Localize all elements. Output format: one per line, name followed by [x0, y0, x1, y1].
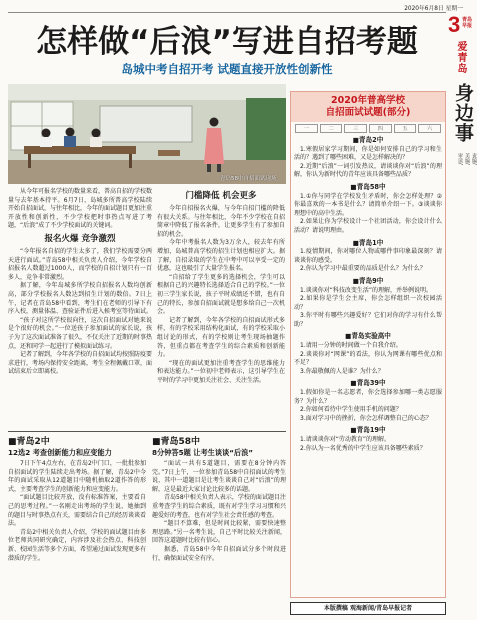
exam-tab: 四	[369, 124, 392, 133]
exam-question: 2.如果你是学生会主席，你会怎样组织一次校园活动？	[294, 295, 442, 311]
school-heading: ■青岛58中	[350, 182, 386, 191]
intro	[8, 188, 152, 231]
desk	[24, 146, 136, 154]
middle-body	[157, 205, 285, 385]
credit-reviewer: 审读/	[457, 153, 463, 165]
body-paragraph: “孩子对这所学校很向往，这次自招面试对她来说是个很好的机会。”一位送孩子参加面试的家长说，孩子为了这次面试准备了很久，不仅关注了近期的时事热点，还和同学一起进行了模拟面试练习。	[8, 316, 153, 350]
photo-caption: 青岛58中自招面试现场。	[220, 176, 282, 182]
exam-tab: 一	[295, 124, 318, 133]
section-title: 身边事	[452, 83, 474, 143]
body-paragraph: 青岛58中相关负责人表示，学校的面试题目注重考查学生的综合素质，既有对学生学习习惯和兴趣爱好的考查，也有对学生社会责任感的考查。	[152, 494, 286, 519]
story-school-58	[152, 436, 286, 614]
body-paragraph: 今年中考报名人数为3万余人，较去年有所增加，岛城普高学校的招生计划也相应扩大。据了解，自招录取的学生在中考中可以享受一定的优惠，这也吸引了大量学生报名。	[157, 239, 285, 273]
story-school-2	[8, 436, 146, 614]
school-question-list	[291, 136, 445, 453]
page-number: 3	[448, 12, 461, 37]
story-school-name: ■青岛58中	[152, 437, 201, 447]
middle-column	[157, 188, 285, 428]
school-heading: ■青岛实验高中	[345, 332, 391, 341]
school-heading: ■青岛2中	[352, 136, 384, 144]
body-paragraph: 7日下午4点左右，在青岛2中门口，一批批参加自招面试的学生陆续走出考场。据了解，青岛2中今年的面试采取从12道题目中随机抽取2道作答的形式，主要考查学生的创新能力和应变能力。	[8, 460, 146, 493]
school-heading: ■青岛9中	[352, 276, 384, 285]
top-rule	[8, 12, 446, 13]
exam-question: 1.疫情期间，你对哪位人物或哪件事印象最深刻？请谈谈你的感受。	[294, 248, 442, 264]
school-heading: ■青岛19中	[350, 426, 386, 435]
body-paragraph: “自招给了学生更多的选择机会，学生可以根据自己的兴趣特长选择适合自己的学校。”一位初三学生家长说，孩子平时成绩还不错，也有自己的特长，参加自招面试就是想多给自己一次机会。	[157, 273, 285, 316]
story-body	[152, 460, 286, 563]
exam-question: 2.你认为一名优秀的中学生应该具备哪些素质？	[300, 444, 426, 452]
school-heading: ■青岛1中	[352, 238, 384, 247]
body-paragraph: 今年自招报名火爆，与今年自招门槛的降低有很大关系。与往年相比，今年不少学校在自招简章中降低了报名条件，让更多学生有了参加自招的机会。	[157, 205, 285, 238]
editor-credits	[456, 153, 477, 169]
lead-body	[8, 248, 152, 377]
section-divider	[8, 431, 286, 432]
headline: 怎样做“后浪”写进自招考题	[36, 24, 418, 60]
exam-question: 1.请用一分钟的时间做一个自我介绍。	[300, 342, 402, 350]
exam-question: 1.假如你是一名志愿者，你会选择参加哪一类志愿服务？为什么？	[294, 389, 442, 405]
body-paragraph: 青岛2中相关负责人介绍，学校的面试题目由多位老师共同研究确定，内容涉及社会热点、科技创新、校园生活等多个方面，希望通过面试发现更多有潜质的学生。	[8, 528, 147, 562]
whiteboard	[100, 106, 192, 142]
story-school-name: ■青岛2中	[8, 437, 50, 447]
student-desk	[158, 150, 180, 156]
exam-question: 2.你如何看待中学生使用手机的问题？	[300, 406, 402, 414]
green-curtain	[246, 98, 286, 168]
exam-question: 2.近期“后浪”一词引发热议，请谈谈你对“后浪”的理解，你认为新时代的青年应该具备哪些品质？	[294, 162, 442, 179]
exam-question: 2.谈谈你对“网课”的看法，你认为网课有哪些优点和不足？	[294, 350, 442, 367]
exam-question: 1.寒假居家学习期间，你是如何安排自己的学习和生活的？遇到了哪些困难，又是怎样解决的？	[294, 145, 442, 162]
middle-heading: 门槛降低 机会更多	[185, 191, 257, 201]
lead-heading: 报名火爆 竞争激烈	[44, 233, 116, 244]
examiner-body	[40, 137, 52, 147]
body-paragraph: “现在的面试更加注重考查学生的思维能力和表达能力。”一位初中老师表示，这引导学生在平时的学习中更加关注社会、关注生活。	[157, 359, 285, 384]
exam-question: 2.如果让你为学校设计一个社团活动，你会设计什么活动？请说明理由。	[294, 218, 442, 234]
body-paragraph: 据悉，青岛58中今年自招面试分多个时段进行，确保面试安全有序。	[152, 545, 286, 562]
subheadline: 岛城中考自招开考 试题直接开放性创新性	[121, 62, 333, 76]
paper-name: 青岛早报	[462, 17, 473, 29]
exam-tab: 六	[418, 124, 441, 133]
exam-question: 1.请谈谈你对“劳动教育”的理解。	[300, 436, 390, 443]
teacher-head	[210, 118, 219, 127]
story-subtitle: 12选2 考查创新能力和应变能力	[8, 448, 112, 457]
teacher-leg	[217, 164, 221, 172]
issue-date: 2020年6月8日 星期一	[404, 6, 463, 12]
credit-editor: 责编/	[471, 153, 477, 165]
exam-box-title-line2: 自招面试试题(部分)	[325, 107, 411, 118]
exam-question: 3.面对学习中的挫折，你会怎样调整自己的心态？	[300, 414, 432, 422]
teacher-body	[204, 128, 224, 164]
exam-question: 3.你平时有哪些兴趣爱好？它们对你的学习有什么帮助？	[294, 312, 442, 328]
body-paragraph: 据了解，今年岛城多所学校自招报名人数均创新高，部分学校报名人数达到招生计划的数倍。7日上午，记者在青岛58中看到，考生们在老师的引导下有序入校，测量体温、查验证件后进入候考室等待面试。	[8, 282, 153, 316]
body-paragraph: 记者了解到，今年各学校的自招面试形式多样，有的学校采用结构化面试，有的学校采取小组讨论的形式，有的学校则让考生现场抽题作答，但重点都在考查学生的综合素质和创新能力。	[157, 316, 285, 359]
body-paragraph: “面试题目比较开放，没有标准答案，主要看自己的思考过程。”一名刚走出考场的学生说，她抽到的题目与时事热点有关，需要结合自己的经历谈谈看法。	[8, 494, 147, 528]
news-photo	[8, 84, 286, 184]
exam-box-tabs	[295, 124, 441, 133]
byline-credit: 本版撰稿 观海新闻/青岛早报记者	[290, 602, 446, 615]
body-paragraph: “题目不算难，但是时间比较紧，需要快速整理思路。”另一名考生说，自己平时比较关注新闻，回答这道题时比较有信心。	[152, 520, 286, 545]
examiner-body	[64, 136, 76, 147]
classroom-photo	[8, 84, 286, 184]
credit-designer: 美编/	[464, 153, 470, 165]
exam-questions-box	[290, 91, 446, 598]
page-sidebar	[447, 13, 475, 223]
lead-column	[8, 188, 152, 428]
desk-leg	[28, 154, 31, 168]
story-subtitle: 8分钟答5题 让考生谈谈“后浪”	[152, 448, 254, 457]
brand-logo: 爱青岛	[455, 41, 466, 74]
body-paragraph: “面试一共有5道题目，需要在8分钟内答完。”7日上午，一位参加青岛58中自招面试的考生说，其中一道题目是让考生谈谈自己对“后浪”的理解，这是最近大家讨论比较多的话题。	[152, 460, 286, 493]
exam-box-title-line1: 2020年普高学校	[331, 95, 405, 106]
exam-question: 2.你认为学习中最重要的品质是什么？为什么？	[300, 265, 426, 273]
examiner-head	[66, 128, 75, 137]
exam-box-title	[291, 92, 445, 122]
intro-paragraph: 从今年可报名学校的数量来看，普高自招的学校数量与去年基本持平。6月7日，岛城多所普高学校陆续开始自招面试，与往年相比，今年的面试题目更加注重开放性和创新性，不少学校把时事热点写进了考题，“后浪”成了不少学校面试的关键词。	[8, 188, 153, 230]
examiner-body	[90, 137, 102, 147]
body-paragraph: 记者了解到，今年各学校的自招面试均按照防疫要求进行，考场内保持安全距离，考生全程佩戴口罩，面试结束后立即离校。	[8, 351, 153, 376]
exam-tab: 二	[320, 124, 343, 133]
examiner-head	[92, 129, 101, 138]
school-heading: ■青岛39中	[350, 379, 386, 388]
ceiling	[8, 84, 286, 100]
exam-tab: 三	[344, 124, 367, 133]
desk-leg	[129, 154, 132, 168]
exam-question: 3.你最敬佩的人是谁？为什么？	[300, 367, 384, 375]
exam-tab: 五	[394, 124, 417, 133]
body-paragraph: “今年报名自招的学生太多了，我们学校需要分两天进行面试。”青岛58中相关负责人介绍，今年学校自招报名人数超过1000人，而学校的自招计划只有一百多人，竞争非常激烈。	[8, 247, 152, 281]
teacher-leg	[207, 164, 211, 172]
exam-question: 1.谈谈你对“科技改变生活”的理解，并举例说明。	[300, 286, 432, 294]
examiner-head	[42, 129, 51, 138]
story-body	[8, 460, 146, 563]
exam-question: 1.①你与同学在学校发生矛盾时，你会怎样处理？②你最喜欢的一本书是什么？请简单介绍一下。③谈谈你理想中的高中生活。	[294, 192, 442, 217]
